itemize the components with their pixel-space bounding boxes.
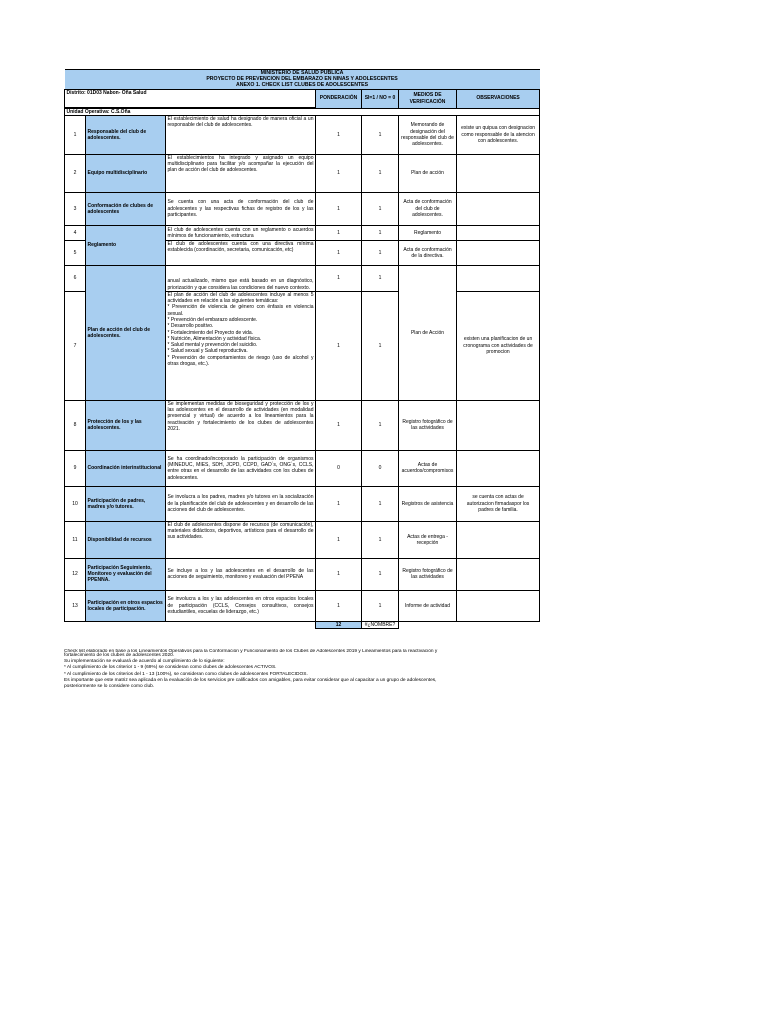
row-ponderacion: 0 [316, 450, 362, 486]
row-medio: Informe de actividad [399, 590, 457, 621]
row-si-no: 1 [362, 115, 399, 154]
header-ministry: MINISTERIO DE SALUD PUBLICA [65, 70, 540, 77]
row-criterion: Conformación de clubes de adolescentes [86, 192, 166, 225]
row-number: 11 [65, 521, 86, 558]
topic-item: * Salud sexual y Salud reproductiva. [167, 348, 248, 355]
row-medio: Memorando de designación del responsable del club de adolescentes. [399, 115, 457, 154]
footnote-line: fortalecimiento de los clubes de adolescentes 2020. [64, 653, 175, 658]
row-description: El club de adolescentes cuenta con una directiva mínima establecida (coordinación, secretaria, comunicación, etc) [166, 240, 316, 265]
row-description [166, 291, 316, 400]
row-ponderacion: 1 [316, 115, 362, 154]
row-criterion: Responsable del club de adolescentes. [86, 115, 166, 154]
row-ponderacion: 1 [316, 590, 362, 621]
table-row [65, 590, 540, 621]
footnote-line: Check list elaborado en base a los Lineamientos Operativos para la Conformación y Funcionamiento de los Clubes de Adolescentes 2019 y Lineamientos para la reactivación y [64, 649, 438, 653]
row-medio: Plan de acción [399, 154, 457, 192]
row-description: El club de adolescentes dispone de recursos (de comunicación), materiales didácticos, deportivos, artísticos para el desarrollo de sus actividades. [166, 521, 316, 558]
row-ponderacion: 1 [316, 154, 362, 192]
row-si-no: 1 [362, 240, 399, 265]
row-si-no: 1 [362, 521, 399, 558]
row-description: Se involucra a los padres, madres y/o tutores en la socialización de la planificación del club de adolescentes y en desarrollo de las acciones del club de adolescentes. [166, 486, 316, 521]
row-observacion: existen una planificacion de un cronograma con actividades de promocion [457, 291, 540, 400]
row-description: Se ha coordinado/incorporado la participación de organismos (MINEDUC, MIES, SDH, JCPD, CCPD, GAD´s, ONG´s, CCLS, entre otras en el desarrollo de las actividades con los clubes de adolescentes. [166, 450, 316, 486]
row-si-no: 1 [362, 225, 399, 240]
row-number: 5 [65, 240, 86, 265]
row-description: anual actualizado, mismo que está basado en un diagnóstico, priorización y que considera las condiciones del nuevo contexto. [166, 265, 316, 291]
row-medio: Plan de Acción [399, 265, 457, 400]
row-description: Se cuenta con una acta de conformación del club de adolescentes y las respectivas fichas de registro de los y las participantes. [166, 192, 316, 225]
table-row [65, 400, 540, 450]
row-number: 3 [65, 192, 86, 225]
checklist-table [64, 69, 540, 629]
row-criterion: Participación Seguimiento, Monitoreo y evaluación del PPENNA. [86, 558, 166, 590]
col-si-no: SI=1 / NO = 0 [362, 89, 399, 108]
row-description: Se incluye a los y las adolescentes en el desarrollo de las acciones de seguimiento, monitoreo y evaluación del PPENA [166, 558, 316, 590]
row-ponderacion: 1 [316, 225, 362, 240]
row-observacion [457, 521, 540, 558]
unidad-label: Unidad Operativa: C.S.Oña [65, 108, 540, 115]
topic-item: * Prevención de comportamientos de riesgo (uso de alcohol y otras drogas, etc.). [167, 354, 314, 368]
row-ponderacion: 1 [316, 558, 362, 590]
row-number: 8 [65, 400, 86, 450]
header-annex: ANEXO 1. CHECK LIST CLUBES DE ADOLESCENTES [65, 82, 540, 89]
row-number: 4 [65, 225, 86, 240]
footnote-line: posteriormente se lo considere como club. [64, 684, 155, 690]
row-criterion: Disponibilidad de recursos [86, 521, 166, 558]
row-medio: Registro fotográfico de las actividades [399, 558, 457, 590]
col-observaciones: OBSERVACIONES [457, 89, 540, 108]
row-observacion [457, 590, 540, 621]
row-number: 13 [65, 590, 86, 621]
row-observacion: se cuenta con actas de autorizacion firmadaspor los padres de familia. [457, 486, 540, 521]
row-number: 9 [65, 450, 86, 486]
col-ponderacion: PONDERACIÓN [316, 89, 362, 108]
row-si-no: 1 [362, 154, 399, 192]
row-observacion [457, 192, 540, 225]
topic-item: * Prevención de violencia de género con énfasis en violencia sexual. [167, 304, 314, 317]
row-observacion: existe un quipua con designacion como responsable de la atencion con adolescentes. [457, 115, 540, 154]
row-criterion: Participación de padres, madres y/o tutores. [86, 486, 166, 521]
row-description: Se implementan medidas de bioseguridad y protección de los y las adolescentes en el desarrollo de actividades (en modalidad presencial y virtual) de acuerdo a los lineamientos para la reactivación y fortalecimiento de los clubes de adolescentes 2021. [166, 400, 316, 450]
table-row [65, 154, 540, 192]
row-si-no: 1 [362, 265, 399, 291]
row-ponderacion: 1 [316, 291, 362, 400]
row-medio: Acta de conformación del club de adolescentes. [399, 192, 457, 225]
distrito-label: Distrito: 01D03 Nabon- Oña Salud [65, 89, 316, 107]
row-description: Se involucra a los y las adolescentes en otros espacios locales de participación (CCLS, Consejos consultivos, consejos estudiantiles, escuelas de liderazgo, etc.) [166, 590, 316, 621]
row-si-no: 1 [362, 400, 399, 450]
row-criterion: Reglamento [86, 225, 166, 265]
row-observacion [457, 265, 540, 291]
row-number: 2 [65, 154, 86, 192]
row-si-no: 1 [362, 486, 399, 521]
total-ponderacion: 12 [316, 621, 362, 628]
row-si-no: 1 [362, 192, 399, 225]
row-number: 6 [65, 265, 86, 291]
row-observacion [457, 225, 540, 240]
row-description: El establecimientos ha integrado y asignado un equipo multidisciplinario para facilitar y/o acompañar la ejecución del plan de acción del club de adolescentes. [166, 154, 316, 192]
row-si-no: 1 [362, 590, 399, 621]
table-row [65, 558, 540, 590]
footnote-line: * Al cumplimiento de los criterios del 1 - 13 (100%), se consideran como clubes de adolescentes FORTALECIDOS. [64, 671, 308, 677]
table-row [65, 521, 540, 558]
row-medio: Actas de acuerdos/compromisos [399, 450, 457, 486]
row-si-no: 1 [362, 558, 399, 590]
row-number: 7 [65, 291, 86, 400]
row-number: 1 [65, 115, 86, 154]
row-medio: Registro fotográfico de las actividades [399, 400, 457, 450]
row-medio: Registros de asistencia [399, 486, 457, 521]
footnote-line: * Al cumplimiento de los criterior 1 - 9 (69%) se consideran como clubes de adolescentes ACTIVOS. [64, 665, 277, 671]
row-medio: Actas de entrega - recepción [399, 521, 457, 558]
total-formula-error: #¿NOMBRE? [362, 621, 399, 628]
row-criterion: Coordinación interinstitucional [86, 450, 166, 486]
footnote-line: Es importante que este matriz sea aplicada en la evaluación de los servicios pre calificados con amigables, para evitar considerar que al capacitar a un grupo de adolescentes, [64, 677, 437, 683]
row-ponderacion: 1 [316, 240, 362, 265]
row-description: El establecimiento de salud ha designado de manera oficial a un responsable del club de adolescentes. [166, 115, 316, 154]
table-row [65, 225, 540, 240]
topic-item: * Nutrición, Alimentación y actividad física. [167, 335, 262, 342]
row-ponderacion: 1 [316, 400, 362, 450]
row-number: 12 [65, 558, 86, 590]
row-ponderacion: 1 [316, 521, 362, 558]
row-observacion [457, 558, 540, 590]
row-description: El club de adolescentes cuenta con un reglamento o acuerdos mínimos de funcionamiento, estructura [167, 226, 314, 239]
table-row [65, 265, 540, 291]
col-medios: MEDIOS DE VERIFICACIÓN [399, 89, 457, 108]
row-observacion [457, 154, 540, 192]
table-row [65, 192, 540, 225]
row-ponderacion: 1 [316, 192, 362, 225]
row-number: 10 [65, 486, 86, 521]
topic-item: * Desarrollo positivo. [167, 323, 214, 330]
topic-item: * Prevención del embarazo adolescente. [167, 316, 258, 323]
footnotes [64, 651, 544, 690]
table-row [65, 115, 540, 154]
row-medio: Reglamento [399, 225, 457, 240]
row-observacion [457, 450, 540, 486]
row-si-no: 1 [362, 291, 399, 400]
row-criterion: Participación en otros espacios locales de participación. [86, 590, 166, 621]
row-criterion: Protección de los y las adolescentes. [86, 400, 166, 450]
row-criterion: Plan de acción del club de adolescentes. [86, 265, 166, 400]
row-si-no: 0 [362, 450, 399, 486]
row-observacion [457, 240, 540, 265]
header-project: PROYECTO DE PREVENCIÓN DEL EMBARAZO EN NIÑAS Y ADOLESCENTES [65, 76, 540, 82]
topic-item: * Fortalecimiento del Proyecto de vida. [167, 329, 254, 336]
footnote-line: Su implementación se evaluará de acuerdo al cumplimiento de lo siguiente: [64, 659, 225, 665]
row-observacion [457, 400, 540, 450]
row-ponderacion: 1 [316, 486, 362, 521]
checklist-sheet [64, 69, 539, 629]
table-row [65, 486, 540, 521]
row-ponderacion: 1 [316, 265, 362, 291]
row-description-intro: El plan de acción del club de adolescentes incluye al menos 5 actividades en relación a las siguientes temáticas: [167, 291, 314, 305]
row-medio: Acta de conformación de la directiva. [399, 240, 457, 265]
table-row [65, 450, 540, 486]
row-criterion: Equipo multidisciplinario [86, 154, 166, 192]
topic-item: * Salud mental y prevención del suicidio. [167, 342, 258, 349]
